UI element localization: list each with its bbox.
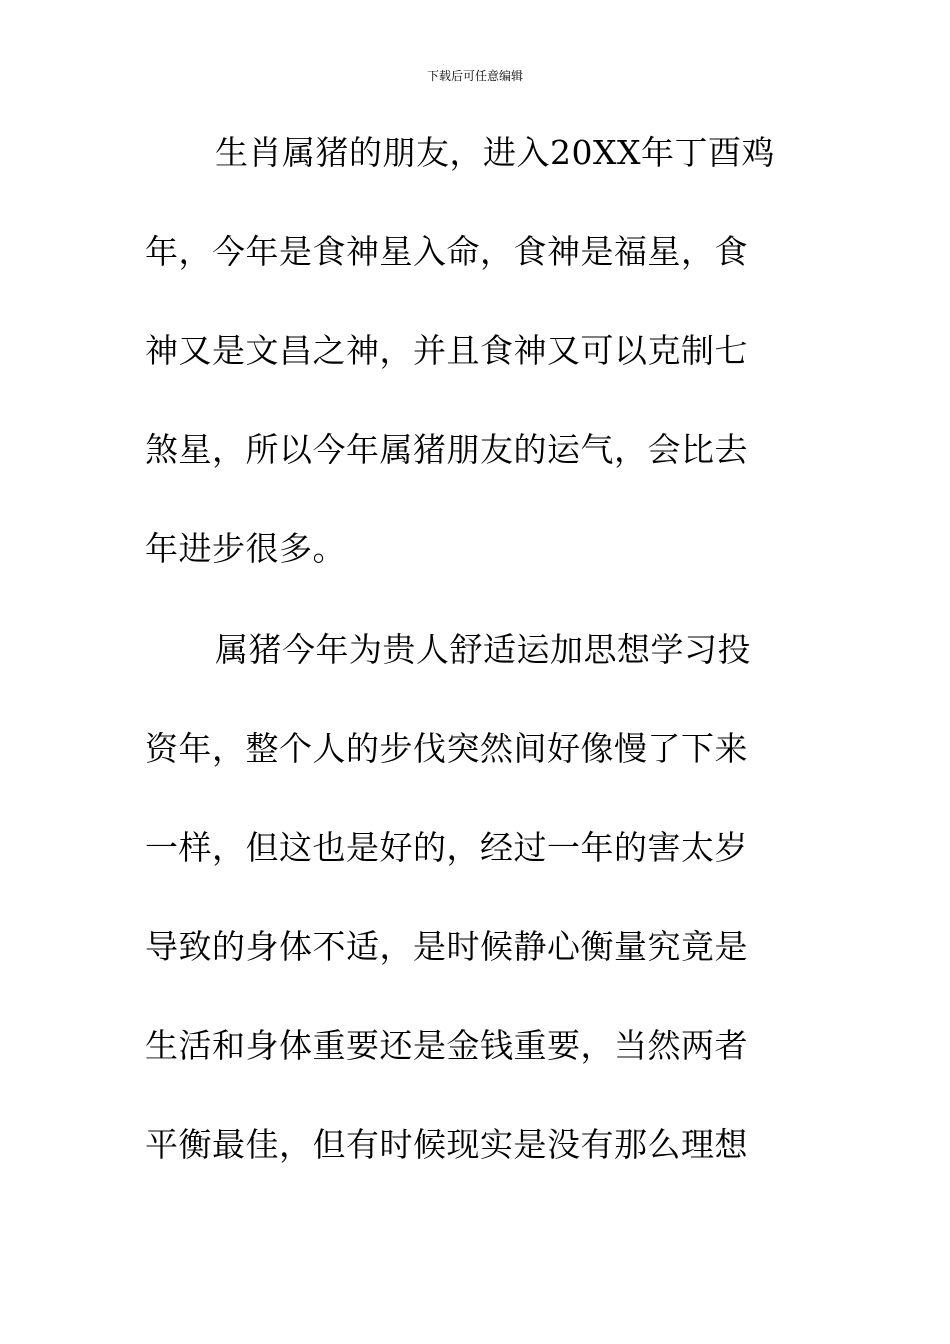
paragraph-line: 煞星，所以今年属猪朋友的运气，会比去 <box>145 430 748 469</box>
paragraph-line: 神又是文昌之神，并且食神又可以克制七 <box>145 331 748 370</box>
paragraph-line: 资年，整个人的步伐突然间好像慢了下来 <box>145 729 748 768</box>
page-header-note: 下载后可任意编辑 <box>426 69 523 83</box>
paragraph-line: 年进步很多。 <box>145 529 346 568</box>
paragraph-line: 属猪今年为贵人舒适运加思想学习投 <box>215 630 751 669</box>
paragraph-line: 年，今年是食神星入命，食神是福星，食 <box>145 232 748 271</box>
paragraph-line: 平衡最佳，但有时候现实是没有那么理想 <box>145 1125 748 1164</box>
paragraph-line: 生活和身体重要还是金钱重要，当然两者 <box>145 1026 748 1065</box>
paragraph-line: 生肖属猪的朋友，进入20XX年丁酉鸡 <box>215 133 775 172</box>
paragraph-line: 导致的身体不适，是时候静心衡量究竟是 <box>145 927 748 966</box>
paragraph-line: 一样，但这也是好的，经过一年的害太岁 <box>145 828 748 867</box>
